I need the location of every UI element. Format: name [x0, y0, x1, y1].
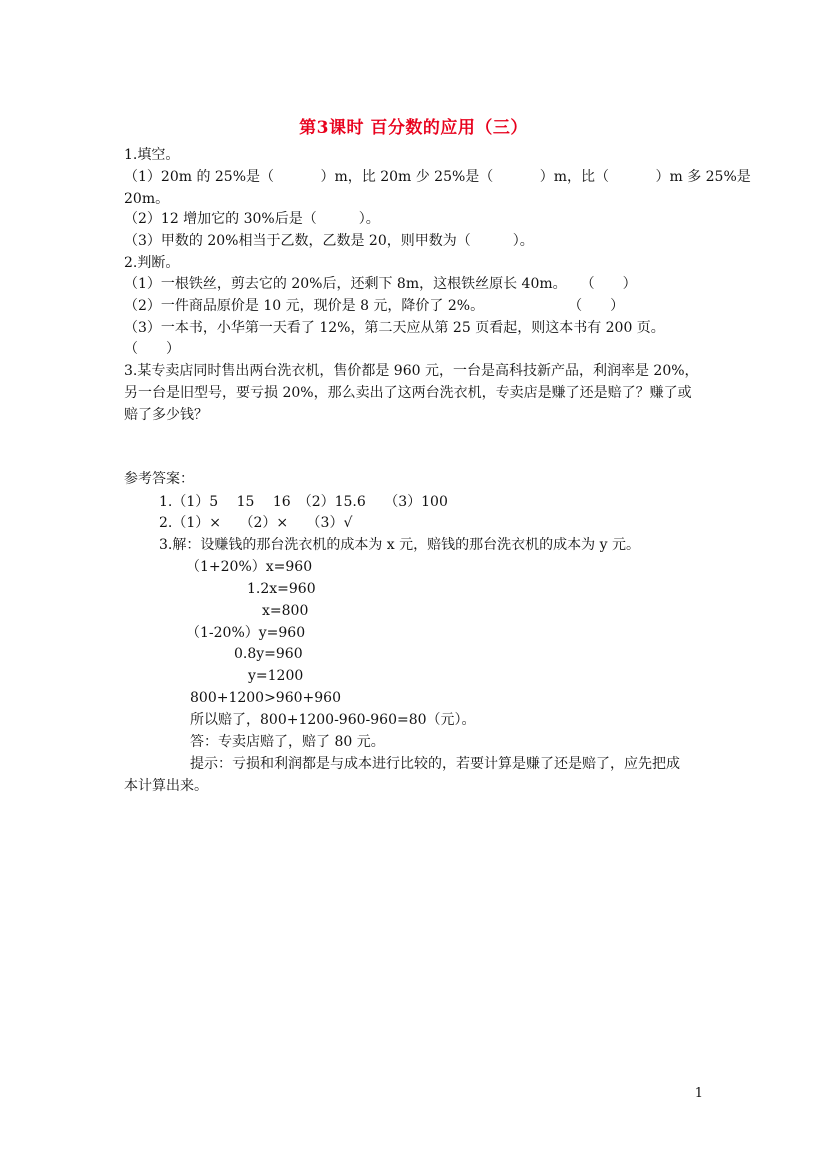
- q1-2: （2）12 增加它的 30%后是（ ）。: [124, 211, 380, 227]
- equation-6: y=1200: [248, 668, 304, 684]
- q2-2: （2）一件商品原价是 10 元，现价是 8 元，降价了 2%。 （ ）: [124, 298, 625, 314]
- equation-3: x=800: [262, 603, 309, 619]
- q2-1: （1）一根铁丝，剪去它的 20%后，还剩下 8m，这根铁丝原长 40m。 （ ）: [124, 276, 637, 292]
- q1-heading: 1.填空。: [124, 147, 180, 163]
- q3-line2: 另一台是旧型号，要亏损 20%，那么卖出了这两台洗衣机，专卖店是赚了还是赔了？赚了或: [124, 385, 692, 401]
- answer-2: 2.（1）× （2）× （3）√: [159, 515, 353, 531]
- q3-line3: 赔了多少钱？: [124, 407, 208, 423]
- q1-3: （3）甲数的 20%相当于乙数，乙数是 20，则甲数为（ ）。: [124, 233, 534, 249]
- equation-5: 0.8y=960: [234, 646, 303, 662]
- q1-1-line2: 20m。: [124, 191, 170, 207]
- q2-3-paren: （ ）: [124, 341, 180, 357]
- hint-line1: 提示：亏损和利润都是与成本进行比较的，若要计算是赚了还是赔了，应先把成: [190, 756, 680, 772]
- q3-line1: 3.某专卖店同时售出两台洗衣机，售价都是 960 元，一台是高科技新产品，利润率是 20%，: [124, 363, 699, 379]
- hint-line2: 本计算出来。: [124, 778, 208, 794]
- answer-1: 1.（1）5 15 16 （2）15.6 （3）100: [159, 494, 448, 510]
- conclusion: 所以赔了，800+1200-960-960=80（元）。: [190, 712, 476, 728]
- answer-3-intro: 3.解：设赚钱的那台洗衣机的成本为 x 元，赔钱的那台洗衣机的成本为 y 元。: [159, 537, 640, 553]
- equation-2: 1.2x=960: [247, 581, 316, 597]
- q1-1-line1: （1）20m 的 25%是（ ）m，比 20m 少 25%是（ ）m，比（ ）m 多 25%是: [124, 169, 751, 185]
- q2-3: （3）一本书，小华第一天看了 12%，第二天应从第 25 页看起，则这本书有 200 页。: [124, 320, 665, 336]
- answer-statement: 答：专卖店赔了，赔了 80 元。: [190, 734, 385, 750]
- q2-heading: 2.判断。: [124, 255, 180, 271]
- equation-1: （1+20%）x=960: [186, 559, 313, 575]
- answers-heading: 参考答案：: [124, 471, 194, 487]
- equation-4: （1-20%）y=960: [186, 625, 306, 641]
- equation-7: 800+1200>960+960: [190, 690, 341, 706]
- page-number: 1: [694, 1086, 703, 1101]
- page-title: 第3课时 百分数的应用（三）: [299, 118, 528, 138]
